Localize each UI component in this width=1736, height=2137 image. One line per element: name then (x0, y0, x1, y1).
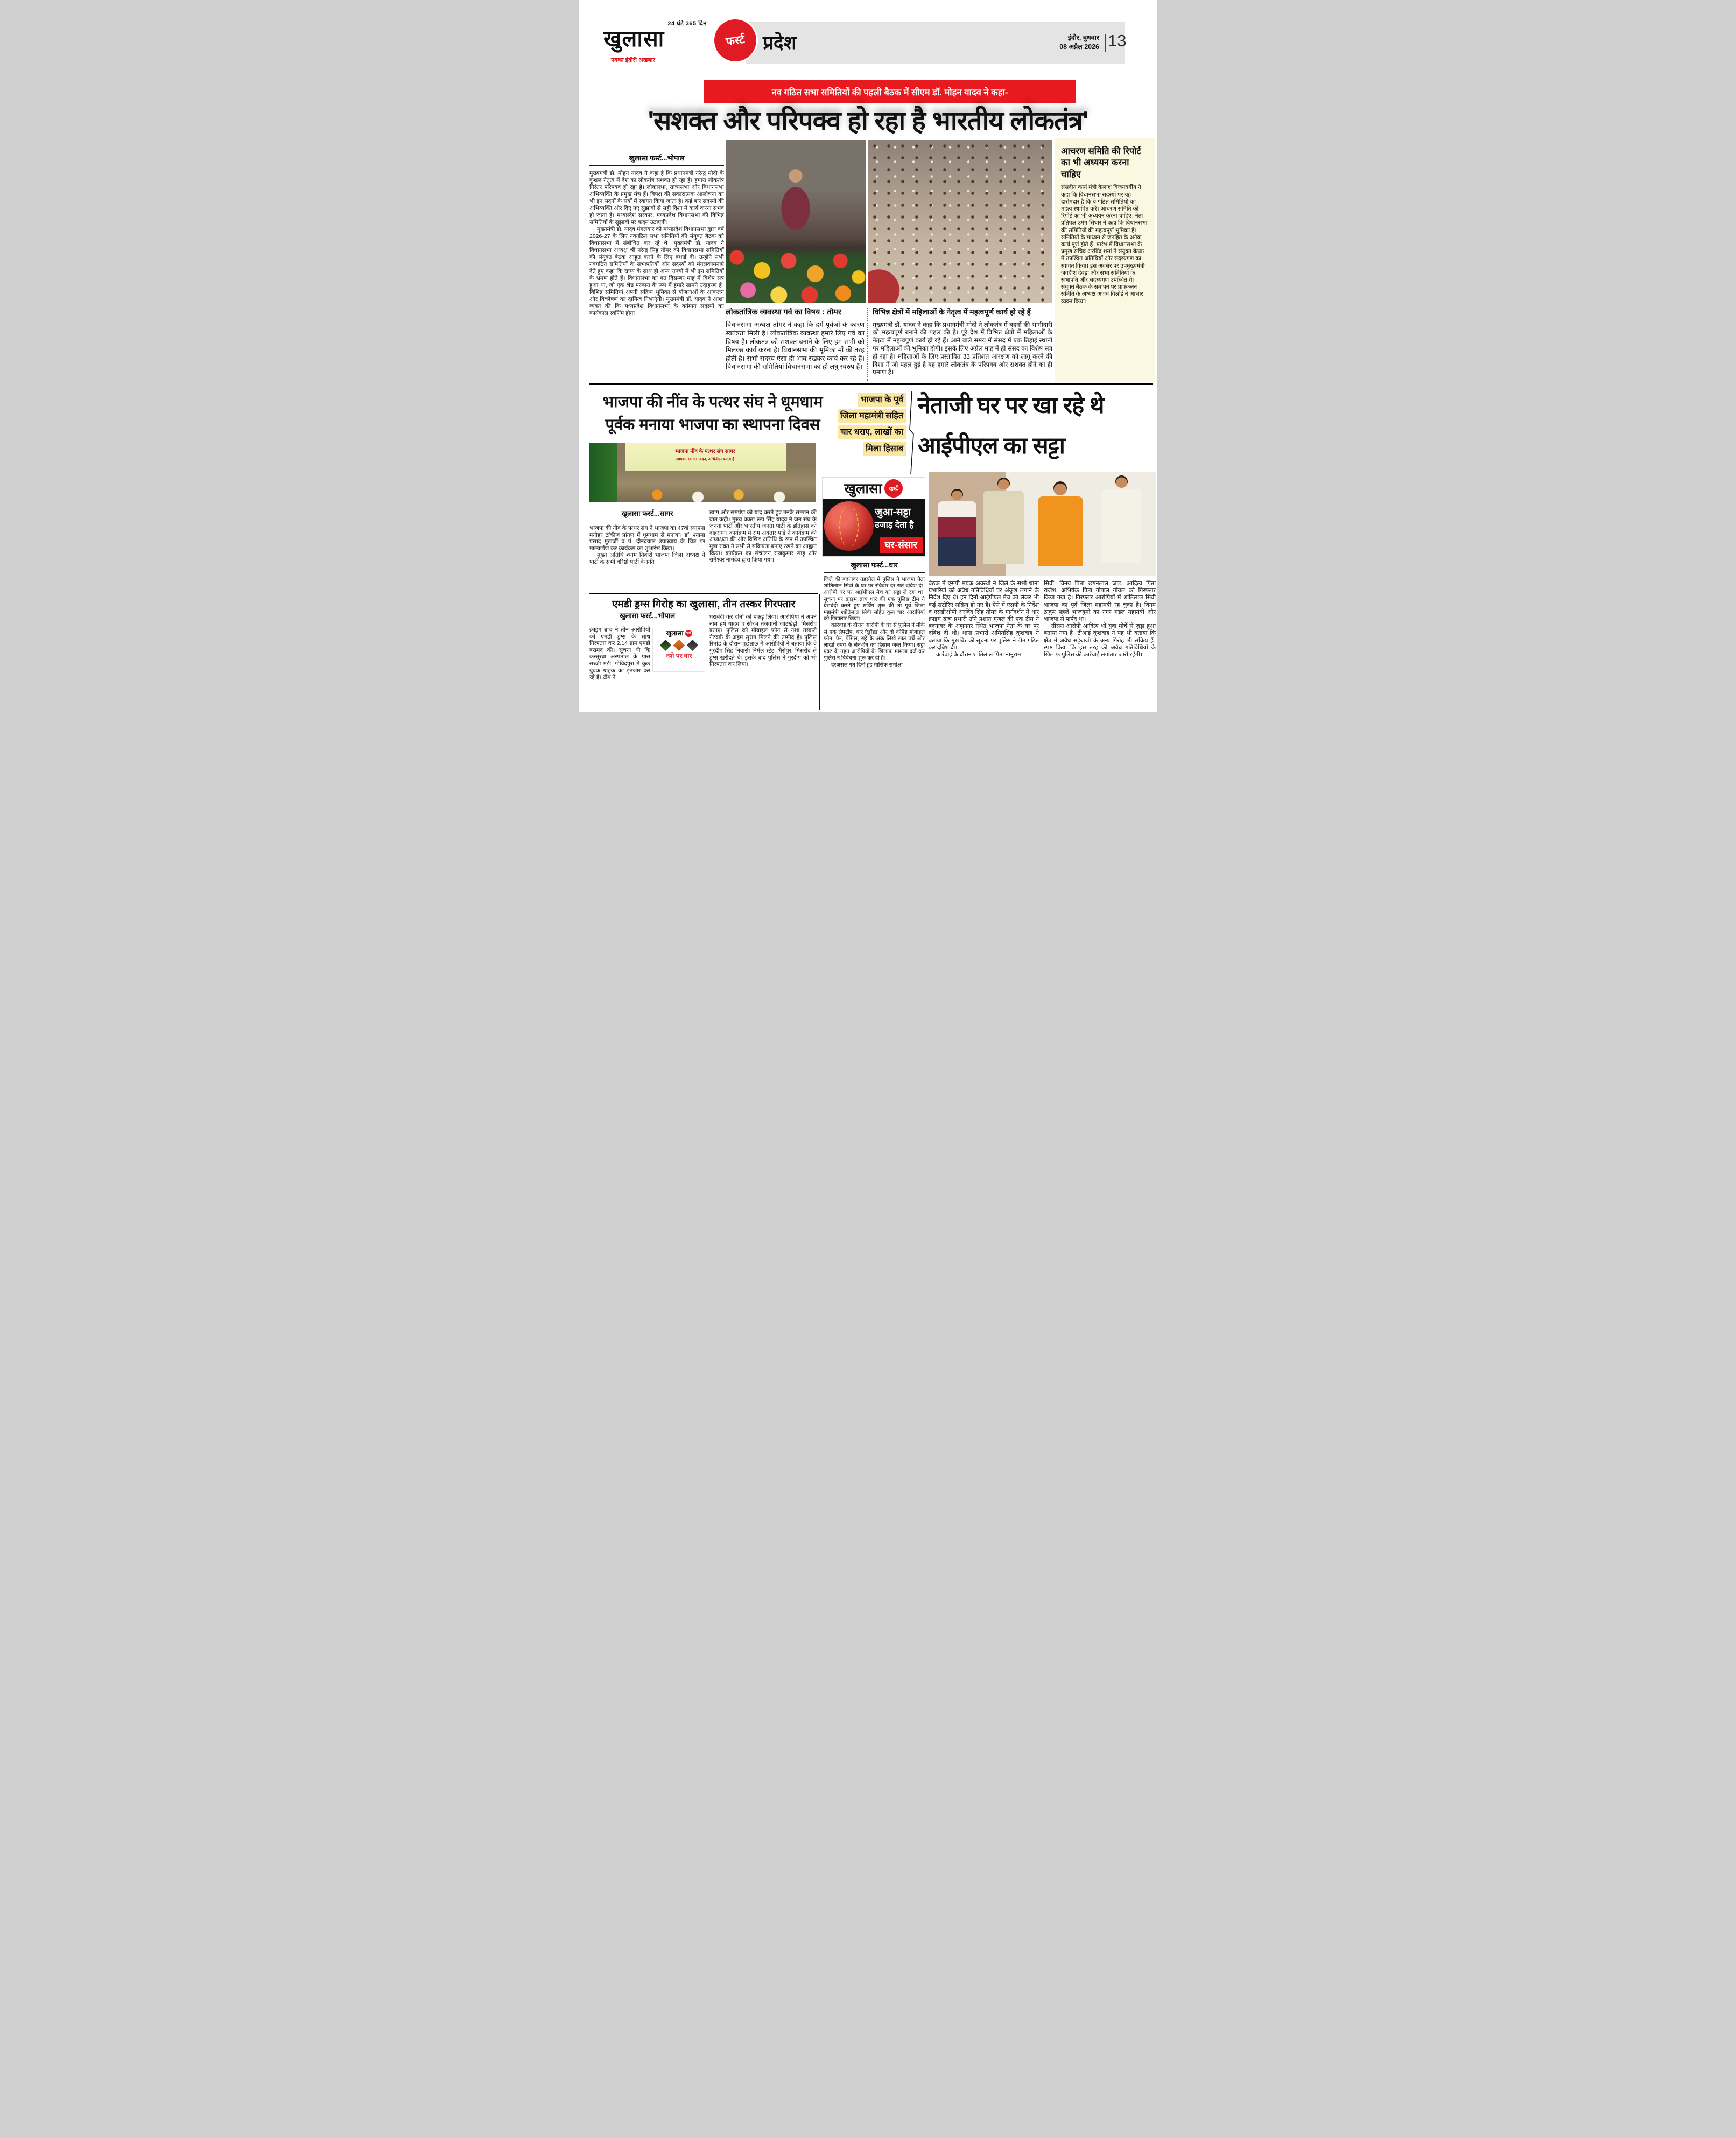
dhar-byline: खुलासा फर्स्ट...धार (824, 560, 925, 573)
page-number: 13 (1108, 31, 1127, 50)
person-torso (938, 501, 976, 566)
ad-line2: उजाड़ देता है (875, 521, 914, 530)
diamond-icon (673, 640, 685, 651)
lead-byline: खुलासा फर्स्ट...भोपाल (589, 153, 724, 166)
md-byline: खुलासा फर्स्ट...भोपाल (589, 611, 705, 623)
sagar-column-1 (589, 508, 705, 592)
photo-sagar-event (589, 443, 816, 502)
ipl-kicker-line: जिला महामंत्री सहित (838, 409, 906, 423)
edition-date-line1: इंदौर, बुधवार (1067, 34, 1099, 41)
sub-article-women (873, 308, 1052, 382)
accused-person (1038, 481, 1083, 576)
inset-logo-badge: फर्स्ट (685, 630, 692, 637)
photo-cm-speech (726, 140, 866, 303)
sidebar-body: संसदीय कार्य मंत्री कैलाश विजयवर्गीय ने कहा कि विधानसभा सदस्यों पर यह दारोमदार है कि वे गठित समितियों का महत्व स्थापित करें। आचरण समिति की रिपोर्ट का भी अध्ययन करना चाहिए। नेता प्रतिपक्ष उमंग सिंघार ने कहा कि विधानसभा की समितियों की महत्वपूर्ण भूमिका है। समितियों के माध्यम से जनहित के अनेक कार्य पूर्ण होते हैं। प्रारंभ में विधानसभा के प्रमुख सचिव अरविंद शर्मा ने संयुक्त बैठक में उपस्थित अतिथियों और सदस्यगण का स्वागत किया। इस अवसर पर उपमुख्यमंत्री जगदीश देवड़ा और सभा समितियों के सभापति और सदस्यगण उपस्थित थे। संयुक्त बैठक के समापन पर प्राक्कलन समिति के अध्यक्ष अजय विश्नोई ने आभार व्यक्त किया। (1061, 184, 1148, 305)
section-rule (589, 383, 1153, 385)
column-dotted-divider (867, 308, 868, 381)
date-divider (1105, 34, 1106, 52)
sub-article-tomar-title: लोकतांत्रिक व्यवस्था गर्व का विषय : तोमर (726, 308, 841, 317)
person-torso (1101, 489, 1142, 564)
sagar-paragraph: भाजपा की नींव के पत्थर संघ ने भाजपा का 47वां स्थापना मनोहर टॉकीज प्रांगण में धूमधाम से मनाया। डॉ. श्यामा प्रसाद मुखर्जी व पं. दीनदयाल उपाध्याय के चित्र पर माल्यार्पण कर कार्यक्रम का शुभारंभ किया। (589, 525, 705, 552)
md-paragraph: घेराबंदी कर दोनों को पकड़ लिया। आरोपियों ने अपने नाम हर्ष यादव व सौरभ तेजवानी जाटखेड़ी, मिसरोद बताए। पुलिस को मोबाइल फोन से नशा तस्करी नेटवर्क के अहम सुराग मिलने की उम्मीद है। पुलिस रिमांड के दौरान पूछताछ में आरोपियों ने बताया कि वे गुरदीप सिंह निवासी निर्मल स्टेट, भैरोपुर, मिसरोद से ड्रग्स खरीदते थे। इसके बाद पुलिस ने गुरदीप को भी गिरफ्तार कर लिया। (709, 614, 817, 668)
ad-logo-badge: फर्स्ट (883, 478, 904, 499)
sub-article-women-title: विभिन्न क्षेत्रों में महिलाओं के नेतृत्व में महत्वपूर्ण कार्य हो रहे हैं (873, 308, 1031, 316)
md-column-2 (709, 614, 817, 710)
zigzag-divider (908, 391, 915, 474)
inset-caption: नशे पर वार (666, 652, 692, 660)
md-dhar-divider (819, 594, 820, 710)
accused-person (938, 489, 976, 576)
lead-column-1 (589, 153, 724, 381)
inset-logo-row (653, 628, 705, 637)
sub-article-tomar (726, 308, 865, 382)
diamond-icon (660, 640, 671, 651)
photo-accused-men (929, 472, 1156, 576)
sidebar-title: आचरण समिति की रिपोर्ट का भी अध्ययन करना चाहिए (1061, 146, 1141, 179)
dhar-column (824, 560, 925, 710)
person-head (1053, 481, 1067, 495)
sagar-paragraph: मुख्य अतिथि श्याम तिवारी भाजपा जिला अध्यक्ष ने पार्टी के सभी वरिष्ठों पार्टी के प्रति (589, 552, 705, 565)
edition-date (1024, 33, 1099, 52)
person-torso (1038, 496, 1083, 566)
md-top-rule (589, 593, 818, 594)
sagar-headline: भाजपा की नींव के पत्थर संघ ने धूमधाम पूर्वक मनाया भाजपा का स्थापना दिवस (602, 394, 823, 434)
lead-paragraph: मुख्यमंत्री डॉ. मोहन यादव ने कहा है कि प्रधानमंत्री नरेन्द्र मोदी के कुशल नेतृत्व में देश का लोकतंत्र सशक्त हो रहा हैं। हमारा लोकतंत्र निरंतर परिपक्व हो रहा है। लोकसभा, राज्यसभा और विधानसभा अभिव्यक्ति के प्रमुख मंच हैं। विपक्ष की सकारात्मक आलोचना का भी इन सदनों के सत्रों में स्वागत किया जाता है। कई बार सदस्यों की अभिव्यक्ति और दिए गए सुझावों से सही दिशा में कार्य करना संभव हो जाता है। मध्यप्रदेश सरकार, मध्यप्रदेश विधानसभा की विभिन्न समितियों के सुझावों पर कदम उठाएगी। (589, 170, 724, 226)
masthead-logo-badge: फर्स्ट (712, 17, 759, 64)
masthead-logo-text: खुलासा (603, 26, 665, 51)
accused-person (983, 478, 1024, 576)
ipl-kicker-line: मिला हिसाब (863, 442, 906, 456)
section-title: प्रदेश (763, 32, 797, 53)
lead-kicker: नव गठित सभा समितियों की पहली बैठक में सीएम डॉ. मोहन यादव ने कहा- (704, 80, 1076, 103)
ipl-paragraph: जिले की बदनावर तहसील में पुलिस ने भाजपा नेता शांतिलाल सिर्वी के घर पर रविवार देर रात दबिश दी। आरोपी घर पर आईपीएल मैच का सट्टा ले रहा था। सूचना पर क्राइम ब्रांच धार की एक पुलिस टीम ने घेराबंदी करते हुए सर्चिंग शुरू की तो पूर्व जिला महामंत्री शांतिलाल सिर्वी सहित कुल चार आरोपियों को गिरफ्तार किया। (824, 577, 925, 622)
ipl-paragraph: कार्रवाई के दौरान आरोपी के घर से पुलिस ने मौके से एक लैपटॉप, चार एंड्रॉइड और दो कीपैड मोबाइल फोन, पेन, पेंसिल, सट्टे के अंक लिखे सात पर्चे और लाखों रुपये के लेन-देन का हिसाब जब्त किया। सट्टा एक्ट के तहत आरोपियों के खिलाफ मामला दर्ज कर पुलिस ने विवेचना शुरू कर दी है। (824, 622, 925, 662)
accused-person (1101, 475, 1142, 576)
ipl-paragraph: दरअसल गत दिनों हुई मासिक समीक्षा (831, 662, 903, 668)
nashe-par-vaar-inset (653, 628, 705, 671)
cricket-ball-graphic (824, 501, 874, 551)
inset-logo-text: खुलासा (666, 629, 684, 637)
masthead-logo (588, 18, 756, 68)
ad-logo-row (823, 478, 925, 499)
masthead-tagline-top: 24 घंटे 365 दिन (667, 20, 707, 27)
lead-paragraph: मुख्यमंत्री डॉ. यादव मंगलवार को मध्यप्रदेश विधानसभा द्वारा वर्ष 2026-27 के लिए नवगठित सभा समितियों की संयुक्त बैठक को विधानसभा में संबोधित कर रहे थे। मुख्यमंत्री डॉ. यादव ने विधानसभा अध्यक्ष श्री नरेन्द्र सिंह तोमर को विधानसभा समितियों की संयुक्त बैठक आहूत करने के लिए बधाई दी। उन्होंने सभी नवगठित समितियों के सभापतियों और सदस्यों को मंगलकामनाएं देते हुए कहा कि राज्य के साथ ही अन्य राज्यों में भी इन समितियों के भ्रमण होते हैं। विधानसभा का गत दिसम्बर माह में विशेष सत्र हुआ था, जो एक श्रेष्ठ परम्परा के रूप में हमारे सामने उदाहरण है। विभिन्न समितियां अपनी सक्रिय भूमिका से योजनाओं के आंकलन और विश्लेषण का दायित्व निभाएंगी। मुख्यमंत्री डॉ. यादव ने आशा व्यक्त की कि मध्यप्रदेश विधानसभा के वर्तमान सदस्यों का कार्यकाल स्वर्णिम होगा। (589, 226, 724, 317)
ad-line3: घर-संसार (880, 537, 923, 553)
sub-article-tomar-body: विधानसभा अध्यक्ष तोमर ने कहा कि हमें पूर्वजों के कारण स्वतंत्रता मिली है। लोकतांत्रिक व्यवस्था हमारे लिए गर्व का विषय है। लोकतंत्र को सशक्त बनाने के लिए हम सभी को मिलकर कार्य करना है। विधानसभा की भूमिका माँ की तरह होती है। सभी सदस्य ऐसा ही भाव रखकर कार्य कर रहे हैं। विधानसभा की समितियां विधानसभा का ही लघु स्वरुप हैं। (726, 321, 865, 371)
person-head (1115, 475, 1128, 488)
photo-assembly-audience (868, 140, 1052, 303)
edition-date-line2: 08 अप्रैल 2026 (1059, 43, 1099, 51)
inset-diamonds (653, 641, 705, 649)
ad-line1: जुआ-सट्टा (875, 507, 911, 518)
ad-logo-text: खुलासा (844, 480, 882, 496)
sagar-paragraph: त्याग और समर्पण को याद करते हुए उनके सम्मान की बात कही। मुख्य वक्ता रूप सिंह यादव ने जन संघ के जनता पार्टी और भारतीय जनता पार्टी के इतिहास को दोहराया। कार्यक्रम में राम अवतार पांडे ने कार्यक्रम की अध्यक्षता की और विशिष्ट अतिथि के रूप में उपस्थित मुन्ना रावत ने सभी से सक्रियता बनाए रखने का आह्वान किया। कार्यक्रम का संचालन राजकुमार साहू और रामेश्वर नामदेव द्वारा किया गया। (709, 509, 817, 564)
sagar-banner-line2: आपका स्वागत, वंदन, अभिनंदन करता है (676, 457, 735, 461)
ipl-kicker-line: चार धराए, लाखों का (838, 425, 906, 439)
md-paragraph: क्राइम ब्रांच ने तीन आरोपियों को एमडी ड्रग्स के साथ गिरफ्तार कर 2.14 ग्राम एमडी बरामद की। सूचना थी कि कस्तूरबा अस्पताल के पास सब्जी मंडी, गोविंदपुरा में कुछ युवक ग्राहक का इंतजार कर रहे हैं। टीम ने (589, 627, 650, 681)
ipl-kicker-line: भाजपा के पूर्व (858, 393, 906, 407)
masthead-tagline-bottom: पक्का इंदौरी अखबार (611, 57, 656, 64)
ipl-paragraph: बैठक में एसपी मयंक अवस्थी ने जिले के सभी थाना प्रभारियों को अवैध गतिविधियों पर अंकुश लगाने के निर्देश दिए थे। इन दिनों आईपीएल मैच को लेकर भी कई सटोरिए सक्रिय हो गए हैं। ऐसे में एसपी के निर्देश व एसडीओपी अरविंद सिंह तोमर के मार्गदर्शन में धार क्राइम ब्रांच प्रभारी उनि प्रशांत गूंजल की एक टीम ने बदनावर के अणुनगर स्थित भाजपा नेता के घर पर दबिश दी थी। थाना प्रभारी अमितसिंह कुशवाह ने बताया कि मुखबिर की सूचना पर पुलिस ने टीम गठित कर दबिश दी। (929, 580, 1039, 651)
ipl-headline: नेताजी घर पर खा रहे थे आईपीएल का सट्टा (918, 393, 1104, 459)
ipl-paragraph: कार्रवाई के दौरान शांतिलाल पिता नानूराम (936, 651, 1021, 658)
sidebar-aacharan (1055, 138, 1155, 382)
diamond-icon (687, 640, 698, 651)
person-head (997, 478, 1010, 490)
lead-headline: 'सशक्त और परिपक्व हो रहा है भारतीय लोकतंत्र' (648, 107, 1088, 136)
md-headline: एमडी ड्रग्स गिरोह का खुलासा, तीन तस्कर गिरफ्तार (612, 599, 796, 610)
ipl-paragraph: सिर्वी, विनय पिता छगनलाल जाट, आदित्य पिता राजेश, अभिषेक पिता गोपाल गोयल को गिरफ्तार किया गया है। गिरफ्तार आरोपियों में शांतिलाल सिर्वी भाजपा का पूर्व जिला महामंत्री रह चुका है। विनय ठाकुर पहले भाजयुमो का नगर मंडल महामंत्री और भाजपा से पार्षद था। (1044, 580, 1156, 623)
md-column-1 (589, 611, 705, 710)
ipl-paragraph: तीसरा आरोपी आदित्य भी युवा मोर्चे से जुड़ा हुआ बताया गया है। टीआई कुशवाह ने यह भी बताया कि क्षेत्र में अवैध सट्टेबाजी के अन्य गिरोह भी सक्रिय हैं। स्पष्ट किया कि इस तरह की अवैध गतिविधियों के खिलाफ पुलिस की कार्रवाई लगातार जारी रहेगी। (1044, 623, 1156, 658)
newspaper-page (579, 0, 1157, 712)
ipl-column-2 (929, 580, 1039, 710)
ipl-column-3 (1044, 580, 1156, 710)
jua-satta-ad (823, 478, 925, 556)
ipl-kicker (832, 393, 906, 458)
sub-article-women-body: मुख्यमंत्री डॉ. यादव ने कहा कि प्रधानमंत्री मोदी ने लोकतंत्र में बहनों की भागीदारी को महत्वपूर्ण बनाने की पहल की है। पूरे देश में विभिन्न क्षेत्रों में महिलाओं के नेतृत्व में महत्वपूर्ण कार्य हो रहे हैं। आने वाले समय में संसद में एक तिहाई स्थानों पर महिलाओं की भूमिका होगी। इसके लिए अप्रैल माह में ही संसद का विशेष सत्र हो रहा है। महिलाओं के लिए प्रस्तावित 33 प्रतिशत आरक्षण को लागू करने की दिशा में जो पहल हुई है वह हमारे लोकतंत्र के परिपक्व और सशक्त होने का ही प्रमाण है। (873, 320, 1052, 376)
ad-black-panel (823, 499, 925, 556)
sagar-byline: खुलासा फर्स्ट...सागर (589, 508, 705, 521)
person-head (951, 489, 963, 501)
sagar-banner-line1: भाजपा नींव के पत्थर संघ सागर (675, 449, 735, 454)
sagar-column-2 (709, 509, 817, 592)
person-torso (983, 491, 1024, 564)
